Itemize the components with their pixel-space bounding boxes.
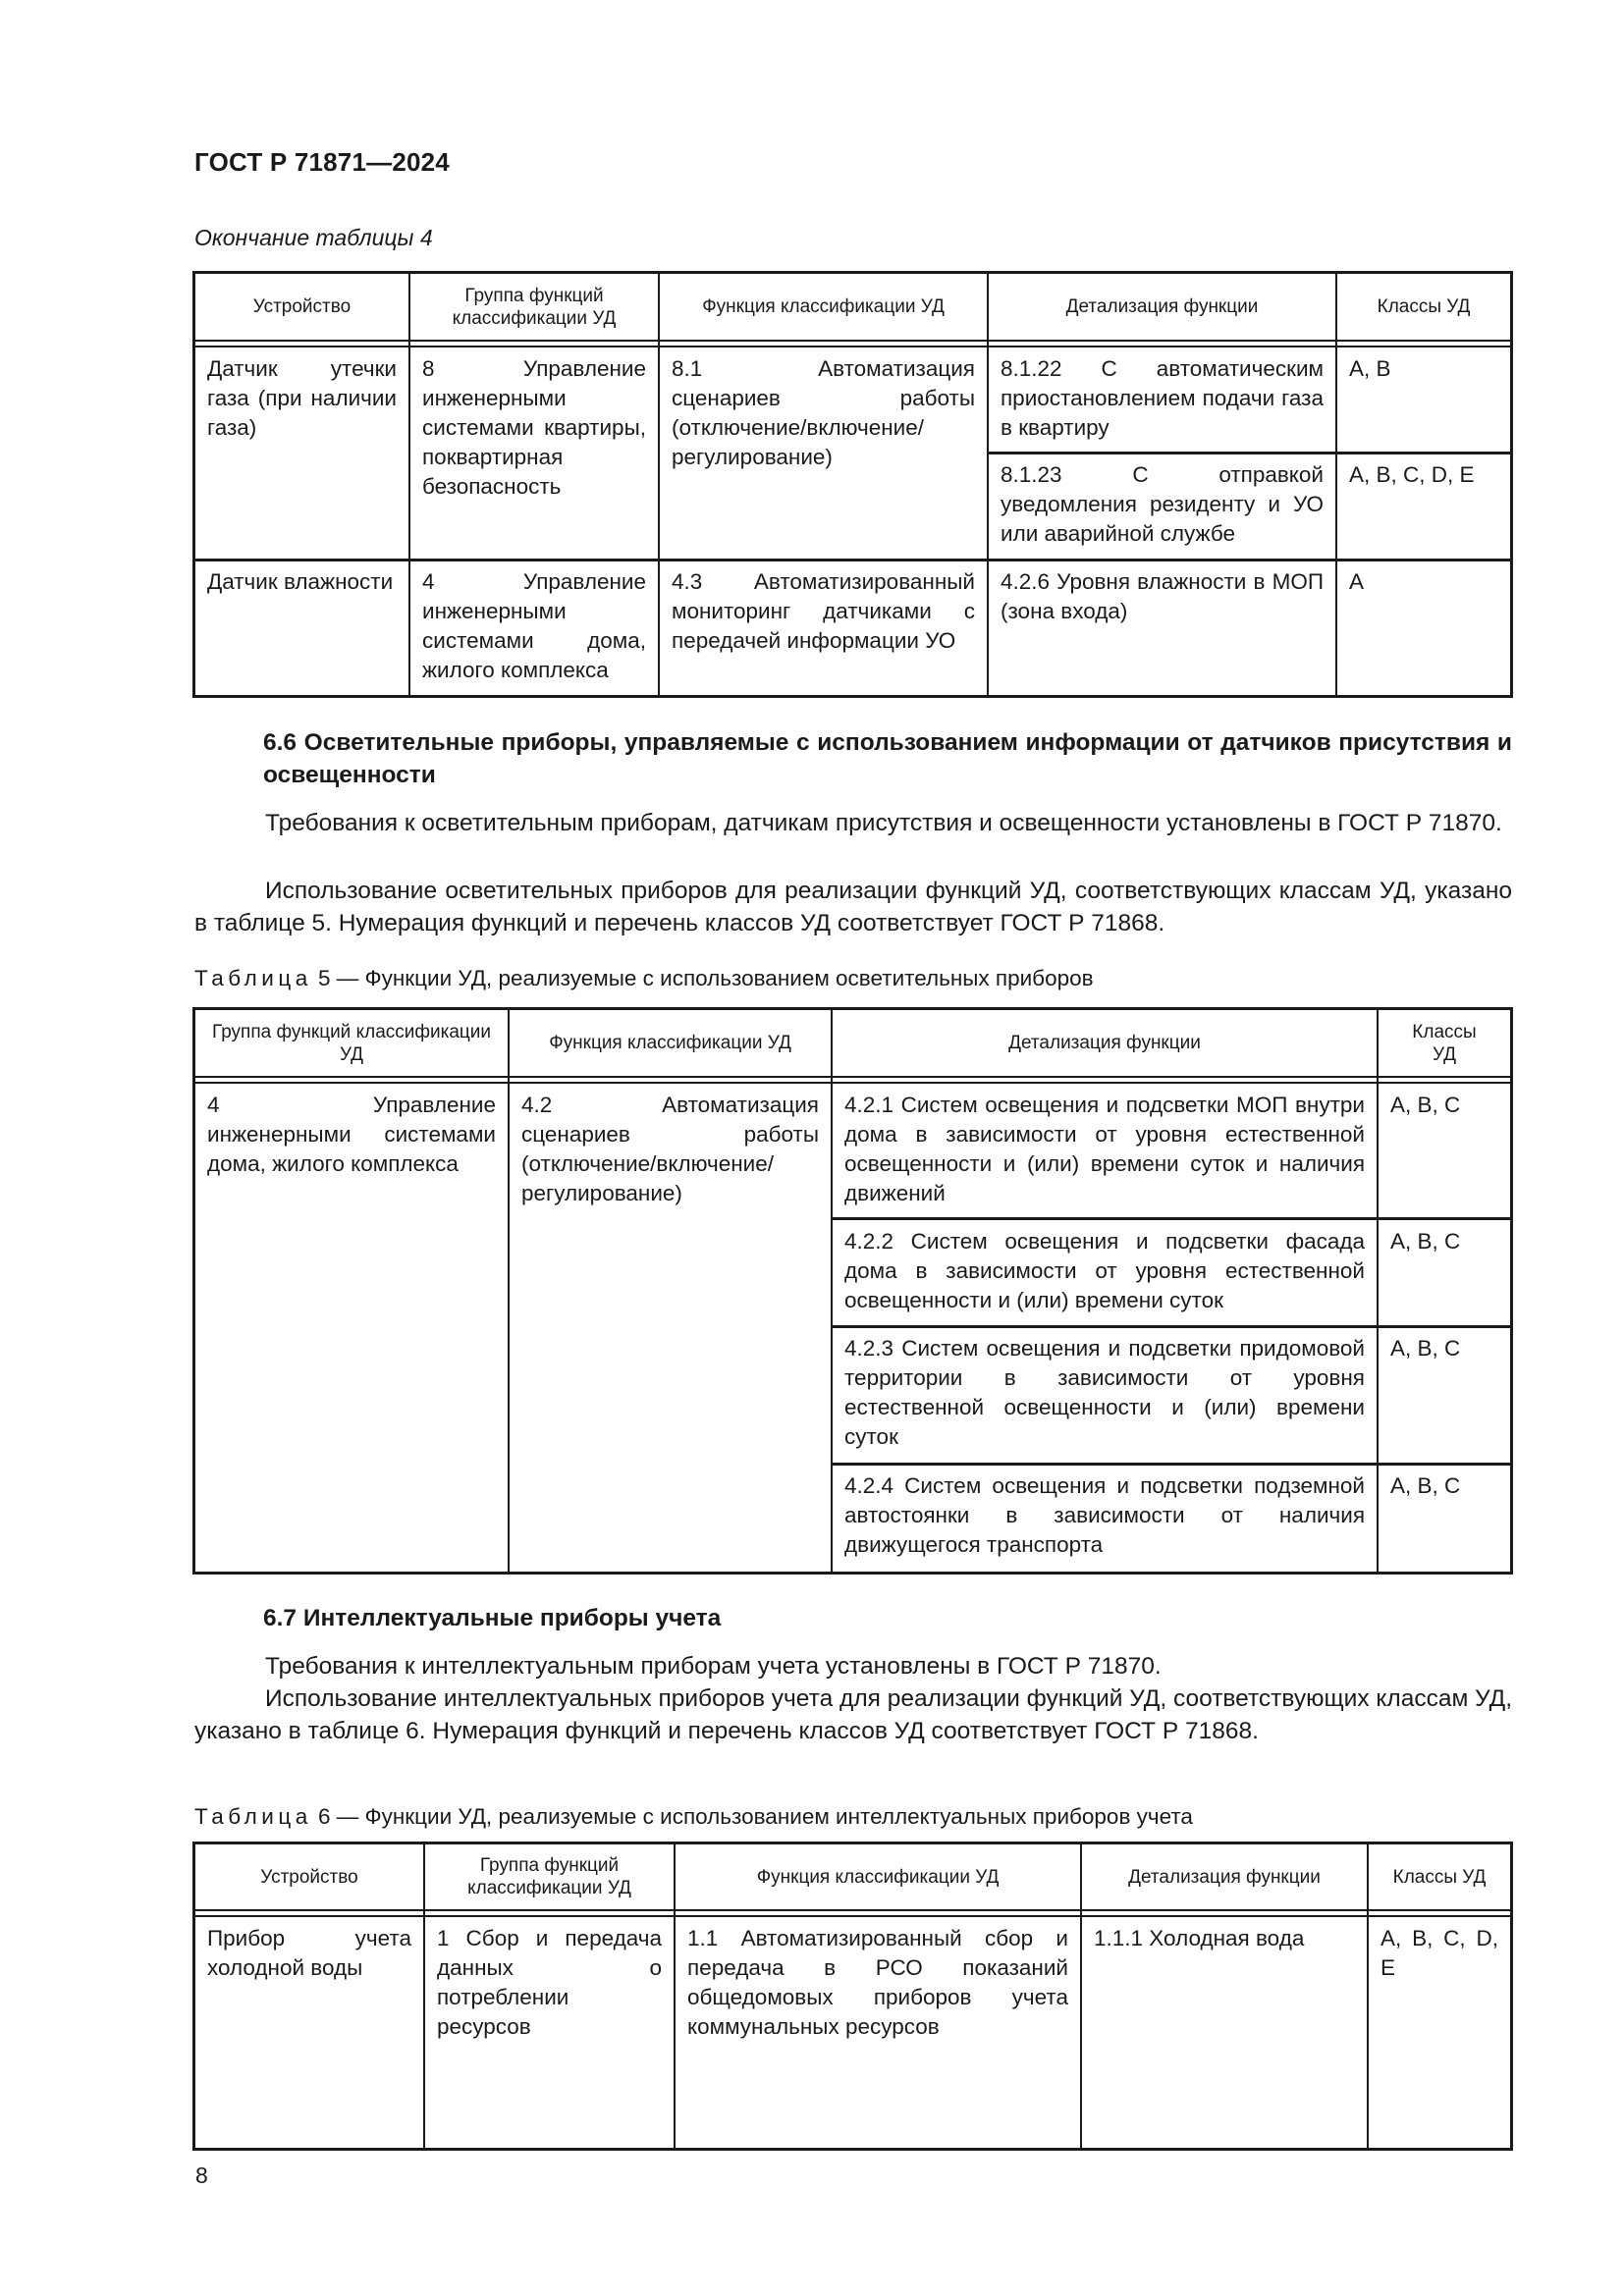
table-cell-classes: А bbox=[1349, 569, 1365, 594]
table-cell-detail: 8.1.23 С отправкой уведомления резиденту и УО или аварийной службе bbox=[1001, 462, 1324, 546]
table-cell-group: 4 Управление инженерными системами дома, жилого комплекса bbox=[207, 1093, 496, 1176]
divider bbox=[192, 1915, 1513, 1917]
paragraph bbox=[194, 1682, 1512, 1747]
table-cell-function: 8.1 Автоматизация сценариев работы (отключение/включение/регулирование) bbox=[672, 356, 975, 469]
table-cell-classes: А, В, С bbox=[1390, 1229, 1461, 1254]
table-cell-detail: 4.2.6 Уровня влажности в МОП (зона входа) bbox=[1001, 569, 1324, 623]
table-5-caption bbox=[194, 966, 1094, 991]
table-6-caption bbox=[194, 1804, 1193, 1830]
table-cell-classes: А, В, С, D, E bbox=[1349, 462, 1475, 487]
divider bbox=[192, 1076, 1513, 1078]
column-header: Функция классификации УД bbox=[702, 296, 945, 317]
paragraph bbox=[194, 875, 1512, 939]
section-heading-6-6: 6.6 Осветительные приборы, управляемые с использованием информации от датчиков присутствия и освещенности bbox=[263, 729, 1512, 788]
table-cell-classes: А, В, С bbox=[1390, 1473, 1461, 1498]
divider bbox=[192, 1909, 1513, 1911]
table-cell-detail: 4.2.2 Систем освещения и подсветки фасада дома в зависимости от уровня естественной освещенности и (или) времени суток bbox=[844, 1229, 1365, 1312]
table-cell-function: 1.1 Автоматизированный сбор и передача в РСО показаний общедомовых приборов учета коммунальных ресурсов bbox=[687, 1926, 1068, 2039]
column-header: Классы УД bbox=[1412, 1021, 1477, 1065]
caption-label: Таблица bbox=[194, 1804, 312, 1829]
paragraph-text: Требования к осветительным приборам, датчикам присутствия и освещенности установлены в ГОСТ Р 71870. bbox=[265, 810, 1502, 836]
table-cell-device: Прибор учета холодной воды bbox=[207, 1926, 411, 1980]
column-header: Группа функций классификации УД bbox=[211, 1021, 492, 1065]
table-cell-detail: 4.2.3 Систем освещения и подсветки придомовой территории в зависимости от уровня естественной освещенности и (или) времени суток bbox=[844, 1336, 1365, 1449]
paragraph-text: Использование осветительных приборов для реализации функций УД, соответствующих классам УД, указано в таблице 5. Нумерация функций и перечень классов УД соответствует ГОСТ Р 71868. bbox=[194, 878, 1512, 936]
caption-text: 5 — Функции УД, реализуемые с использованием осветительных приборов bbox=[318, 966, 1094, 990]
column-header: Устройство bbox=[252, 296, 352, 317]
table-cell-device: Датчик утечки газа (при наличии газа) bbox=[207, 356, 397, 440]
divider bbox=[831, 1217, 1513, 1220]
column-header: Детализация функции bbox=[1065, 296, 1259, 317]
table-cell-group: 4 Управление инженерными системами дома, жилого комплекса bbox=[422, 569, 646, 682]
divider bbox=[192, 1082, 1513, 1084]
paragraph-text: Использование интеллектуальных приборов учета для реализации функций УД, соответствующих классам УД, указано в таблице 6. Нумерация функций и перечень классов УД соответствует ГОСТ Р 71868. bbox=[194, 1685, 1512, 1744]
table-cell-group: 8 Управление инженерными системами квартиры, поквартирная безопасность bbox=[422, 356, 646, 499]
table-cell-classes: А, В bbox=[1349, 356, 1391, 381]
column-header: Классы УД bbox=[1392, 1866, 1487, 1888]
table-cell-detail: 4.2.1 Систем освещения и подсветки МОП внутри дома в зависимости от уровня естественной освещенности и (или) времени суток и наличия движений bbox=[844, 1093, 1365, 1205]
column-header: Классы УД bbox=[1377, 296, 1471, 317]
table-cell-device: Датчик влажности bbox=[207, 569, 394, 594]
table-cell-function: 4.3 Автоматизированный мониторинг датчиками с передачей информации УО bbox=[672, 569, 975, 653]
column-header: Группа функций классификации УД bbox=[452, 285, 617, 329]
paragraph-text: Требования к интеллектуальным приборам учета установлены в ГОСТ Р 71870. bbox=[265, 1653, 1162, 1680]
divider bbox=[192, 340, 1513, 342]
table-cell-detail: 8.1.22 С автоматическим приостановлением подачи газа в квартиру bbox=[1001, 356, 1324, 440]
document-code: ГОСТ Р 71871—2024 bbox=[194, 147, 450, 177]
column-header: Детализация функции bbox=[1128, 1866, 1321, 1888]
table-cell-classes: А, В, С bbox=[1390, 1093, 1461, 1117]
table-cell-detail: 4.2.4 Систем освещения и подсветки подземной автостоянки в зависимости от наличия движущегося транспорта bbox=[844, 1473, 1365, 1557]
column-header: Группа функций классификации УД bbox=[467, 1855, 631, 1898]
column-header: Устройство bbox=[260, 1866, 358, 1888]
table-cell-group: 1 Сбор и передача данных о потреблении ресурсов bbox=[437, 1926, 662, 2039]
paragraph bbox=[194, 1650, 1512, 1682]
column-header: Детализация функции bbox=[1008, 1033, 1201, 1053]
column-header: Функция классификации УД bbox=[549, 1033, 791, 1053]
paragraph bbox=[194, 807, 1512, 839]
table-cell-classes: А, В, С bbox=[1390, 1336, 1461, 1361]
page-number: 8 bbox=[195, 2163, 208, 2188]
table-continuation-label: Окончание таблицы 4 bbox=[194, 225, 433, 250]
caption-text: 6 — Функции УД, реализуемые с использованием интеллектуальных приборов учета bbox=[318, 1804, 1193, 1829]
column-header: Функция классификации УД bbox=[756, 1866, 1000, 1888]
divider bbox=[192, 346, 1513, 347]
section-heading-6-7: 6.7 Интеллектуальные приборы учета bbox=[263, 1605, 722, 1631]
table-cell-detail: 1.1.1 Холодная вода bbox=[1094, 1926, 1305, 1950]
caption-label: Таблица bbox=[194, 966, 312, 990]
table-cell-function: 4.2 Автоматизация сценариев работы (отключение/включение/регулирование) bbox=[521, 1093, 819, 1205]
table-cell-classes: А, В, С, D, E bbox=[1380, 1926, 1498, 1980]
